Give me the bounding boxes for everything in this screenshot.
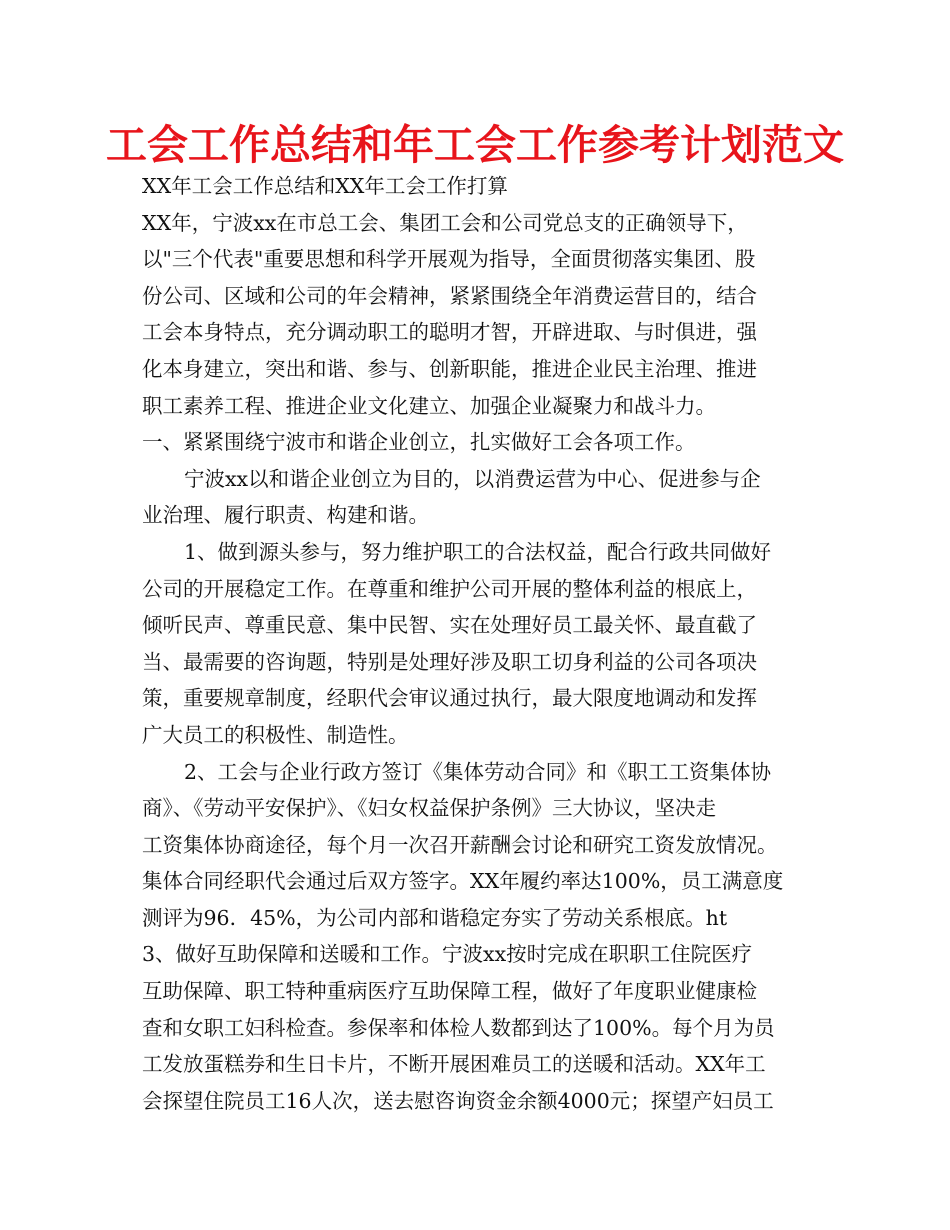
text-line: 测评为96．45%，为公司内部和谐稳定夯实了劳动关系根底。ht [142, 905, 728, 930]
subtitle-line: XX年工会工作总结和XX年工会工作打算 [142, 174, 508, 198]
text-line: 公司的开展稳定工作。在尊重和维护公司开展的整体利益的根底上， [142, 576, 757, 601]
text-line: 职工素养工程、推进企业文化建立、加强企业凝聚力和战斗力。 [142, 393, 716, 418]
text-line: 宁波xx以和谐企业创立为目的，以消费运营为中心、促进参与企 [184, 466, 761, 491]
text-line: 工发放蛋糕券和生日卡片，不断开展困难员工的送暖和活动。XX年工 [142, 1052, 766, 1077]
text-line: 集体合同经职代会通过后双方签字。XX年履约率达100%，员工满意度 [142, 869, 784, 894]
text-line: 会探望住院员工16人次，送去慰咨询资金余额4000元；探望产妇员工 [142, 1088, 774, 1113]
document-title: 工会工作总结和年工会工作参考计划范文 [106, 121, 844, 169]
text-line: 3、做好互助保障和送暖和工作。宁波xx按时完成在职职工住院医疗 [142, 942, 753, 967]
text-line: 化本身建立，突出和谐、参与、创新职能，推进企业民主治理、推进 [142, 356, 757, 381]
text-line: 商》、《劳动平安保护》、《妇女权益保护条例》三大协议，坚决走 [142, 796, 716, 821]
text-line: 工资集体协商途径，每个月一次召开薪酬会讨论和研究工资发放情况。 [142, 832, 778, 857]
text-line: 2、工会与企业行政方签订《集体劳动合同》和《职工工资集体协 [184, 759, 772, 784]
text-line: XX年，宁波xx在市总工会、集团工会和公司党总支的正确领导下， [142, 210, 748, 235]
text-line: 工会本身特点，充分调动职工的聪明才智，开辟进取、与时俱进，强 [142, 320, 757, 345]
text-line: 查和女职工妇科检查。参保率和体检人数都到达了100%。每个月为员 [142, 1015, 775, 1040]
text-line: 广大员工的积极性、制造性。 [142, 722, 409, 747]
text-line: 策，重要规章制度，经职代会审议通过执行，最大限度地调动和发挥 [142, 686, 757, 711]
section-heading: 一、紧紧围绕宁波市和谐企业创立，扎实做好工会各项工作。 [142, 430, 696, 455]
text-line: 份公司、区域和公司的年会精神，紧紧围绕全年消费运营目的，结合 [142, 283, 757, 308]
text-line: 以"三个代表"重要思想和科学开展观为指导，全面贯彻落实集团、股 [142, 247, 756, 272]
text-line: 当、最需要的咨询题，特别是处理好涉及职工切身利益的公司各项决 [142, 649, 757, 674]
text-line: 1、做到源头参与，努力维护职工的合法权益，配合行政共同做好 [184, 539, 772, 564]
text-line: 倾听民声、尊重民意、集中民智、实在处理好员工最关怀、最直截了 [142, 613, 757, 638]
document-body [142, 168, 812, 1119]
text-line: 互助保障、职工特种重病医疗互助保障工程，做好了年度职业健康检 [142, 979, 757, 1004]
text-line: 业治理、履行职责、构建和谐。 [142, 503, 429, 528]
